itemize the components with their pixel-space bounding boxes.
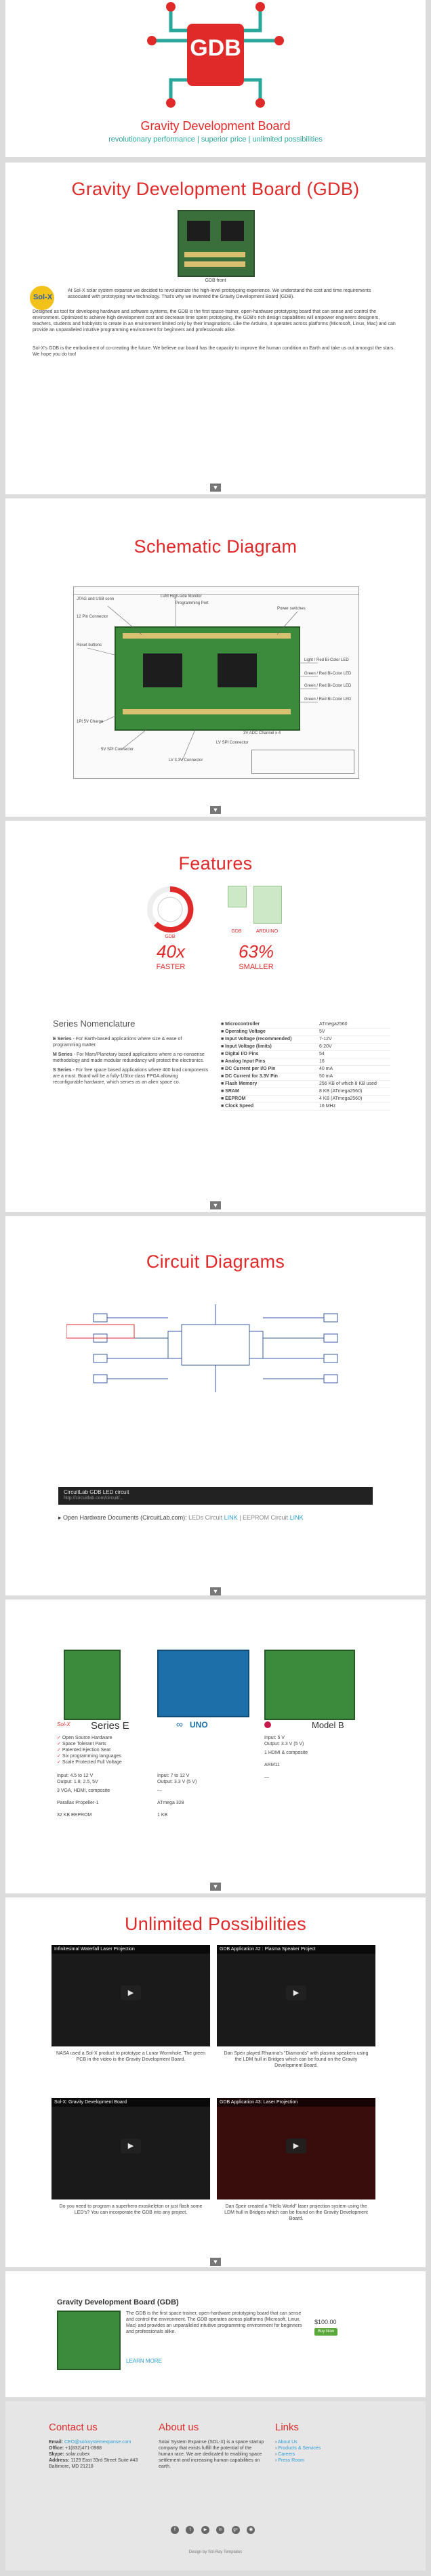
video-title[interactable]: GDB Application #2 : Plasma Speaker Project (217, 1945, 375, 1954)
play-icon[interactable]: ▶ (286, 2139, 306, 2153)
series-e-features (57, 1735, 145, 1765)
spec-value: 54 (319, 1052, 325, 1056)
code-bar (58, 1487, 373, 1505)
contact-line: Email: CEO@solxsystemexpanse.com (49, 2440, 131, 2445)
buy-button[interactable]: Buy Now (314, 2328, 337, 2336)
video-caption: Dan Speir played Rhianna's "Diamonds" with plasma speakers using the LDM hull in Bridges which can be found on the Gravity Development Board. (224, 2051, 369, 2068)
spec-key: ■ DC Current for 3.3V Pin (221, 1074, 278, 1079)
gdb-size-box (228, 886, 247, 907)
schematic-label: Green / Red Bi-Color LED (304, 697, 352, 702)
footer-link-item: › Products & Services (275, 2446, 321, 2451)
links-prefix: Open Hardware Documents (CircuitLab.com): (63, 1514, 187, 1521)
uno-card (157, 1650, 252, 1839)
links-heading: Links (275, 2422, 300, 2433)
product-title: Gravity Development Board (GDB) (57, 2298, 179, 2306)
schematic-heading: Schematic Diagram (134, 536, 297, 557)
google-plus-icon[interactable]: g+ (232, 2526, 240, 2534)
next-section-button[interactable]: ▼ (210, 1587, 221, 1595)
schematic-label: Green / Red Bi-Color LED (304, 672, 352, 676)
spec-value: ATmega2560 (319, 1022, 348, 1027)
eeprom-circuit-link[interactable]: LINK (289, 1514, 304, 1521)
spec-key: ■ DC Current per I/O Pin (221, 1067, 276, 1071)
schematic-label: Light / Red Bi-Color LED (304, 658, 349, 662)
spec-key: ■ Operating Voltage (221, 1029, 266, 1034)
schematic-drawing (73, 586, 359, 779)
stat-faster-label: FASTER (156, 963, 186, 971)
code-bar-title: CircuitLab GDB LED circuit (64, 1489, 129, 1495)
comparison-section (5, 1600, 426, 1893)
video-player[interactable] (52, 1945, 210, 2046)
spec-row: Input: 5 V Output: 3.3 V (5 V) (264, 1736, 304, 1746)
spec-key: ■ Flash Memory (221, 1081, 258, 1086)
schematic-label: 12 Pin Connector (77, 615, 108, 619)
spec-value: 6-20V (319, 1044, 332, 1049)
spec-value: 40 mA (319, 1067, 333, 1071)
play-icon[interactable]: ▶ (286, 1985, 306, 2000)
spec-value: 16 (319, 1059, 325, 1064)
video-player[interactable] (52, 2098, 210, 2199)
uno-title: UNO (190, 1720, 208, 1730)
next-section-button[interactable]: ▼ (210, 484, 221, 492)
about-text: Solar System Expanse (SOL-X) is a space startup company that exists fulfill the potential of the human race. We are dedicated to enabling space settlement and increasing human capabilities on earth. (159, 2440, 264, 2469)
footer-section (5, 2401, 426, 2571)
hardware-links: ▸ Open Hardware Documents (CircuitLab.com): LEDs Circuit LINK | EEPROM Circuit LINK (58, 1514, 304, 1521)
site-title: Gravity Development Board (140, 119, 291, 133)
contact-line: Skype: solar.cubex (49, 2452, 90, 2457)
intro-paragraph-3: Sol-X's GDB is the embodiment of co-creating the future. We believe our board has the capacity to improve the human condition on Earth and take us out amongst the stars. We hope you do too! (33, 346, 395, 357)
spec-key: ■ Input Voltage (recommended) (221, 1037, 292, 1042)
contact-heading: Contact us (49, 2422, 98, 2433)
product-price: $100.00 (314, 2319, 337, 2325)
stat-smaller-value: 63% (238, 941, 274, 962)
circuits-section (5, 1216, 426, 1595)
tagline: revolutionary performance | superior price | unlimited possibilities (108, 135, 323, 144)
spec-key: ■ EEPROM (221, 1096, 246, 1101)
intro-heading: Gravity Development Board (GDB) (71, 179, 360, 199)
product-description: The GDB is the first space-trainer, open-hardware prototyping board that can sense and control the environment. The GDB operates across platforms (Microsoft, Linux, Mac) and provides an unparalleled intuitive programming environment for beginners and professionals alike. (126, 2311, 302, 2334)
spec-key: ■ SRAM (221, 1089, 239, 1094)
next-section-button[interactable]: ▼ (210, 806, 221, 814)
schematic-label: JTAG and USB conn (77, 597, 115, 601)
spec-value: 8 KB (ATmega2560) (319, 1089, 363, 1094)
footer-link-item: › About Us (275, 2440, 297, 2445)
spec-row: 1 KB (157, 1813, 168, 1818)
spec-row: Input: 4.5 to 12 V Output: 1.8, 2.5, 5V (57, 1774, 98, 1784)
model-b-title: Model B (312, 1720, 344, 1730)
schematic-label: Reset buttons (77, 643, 102, 647)
spec-row: Parallax Propeller-1 (57, 1801, 99, 1805)
email-link[interactable]: CEO@solxsystemexpanse.com (64, 2440, 131, 2445)
feature-item: ✓ Patented Ejection Seat (57, 1748, 111, 1753)
schematic-label: Power switches (277, 607, 306, 611)
nomenclature-item: E Series - For Earth-based applications where size & ease of programming matter. (53, 1037, 182, 1048)
schematic-label: LV SPI Connector (216, 741, 249, 745)
gauge-label: GDB (165, 935, 176, 939)
video-title[interactable]: Infinitesimal Waterfall Laser Projection (52, 1945, 210, 1954)
chip-gdb-label: GDB (231, 929, 242, 934)
schematic-label: LV 3.3V Connector (169, 758, 203, 763)
next-section-button[interactable]: ▼ (210, 1883, 221, 1891)
schematic-section (5, 498, 426, 817)
tagline-item: unlimited possibilities (252, 135, 323, 144)
schematic-label: 3V ADC Channel x 4 (243, 731, 281, 735)
uno-rows (157, 1773, 252, 1824)
social-icons (171, 2522, 260, 2531)
spec-row: — (264, 1775, 269, 1780)
model-b-card (264, 1650, 366, 1839)
possibilities-heading: Unlimited Possibilities (125, 1914, 306, 1934)
product-section (5, 2271, 426, 2397)
intro-paragraph-1: At Sol-X solar system expanse we decided to revolutionize the high-level prototyping experience. We understand the cost and time requirements associated with prototyping new technology. That's why we invented the Gravity Development Board (GDB). (68, 288, 371, 299)
contact-line: Office: +1(832)471-0988 (49, 2446, 102, 2451)
chip-arduino-label: ARDUINO (255, 929, 279, 934)
circuits-heading: Circuit Diagrams (146, 1251, 285, 1272)
intro-section (5, 163, 426, 494)
learn-more-link[interactable]: LEARN MORE (126, 2358, 162, 2364)
play-icon[interactable]: ▶ (121, 2139, 141, 2153)
product-photo (57, 2311, 121, 2370)
spec-row: 1 HDMI & composite (264, 1751, 308, 1755)
circuit-diagram (66, 1297, 365, 1399)
spec-row (221, 1029, 390, 1036)
series-e-subtitle: Sol-X (57, 1721, 70, 1727)
video-card (217, 2098, 375, 2247)
spec-value: 4 KB (ATmega2560) (319, 1096, 363, 1101)
spec-row (221, 1051, 390, 1058)
arduino-logo-icon: ∞ (176, 1719, 183, 1730)
nomenclature-item: S Series - For free space based applications where 400 krad components are a must. Board will be a fully-1/3/xx-class FPGA allowing reconfigurable hardware, which serves as an alien space co. (53, 1068, 209, 1085)
schematic-label: 5V SPI Connector (101, 748, 134, 752)
contact-line: Baltimore, MD 21218 (49, 2464, 94, 2469)
contact-list (49, 2439, 150, 2470)
video-title[interactable]: GDB Application #3: Laser Projection (217, 2098, 375, 2107)
photo-caption: GDB front (205, 278, 226, 283)
raspberry-icon (264, 1721, 271, 1728)
spec-row (221, 1036, 390, 1044)
spec-value: 5V (319, 1029, 325, 1034)
video-title[interactable]: Sol-X: Gravity Development Board (52, 2098, 210, 2107)
spec-row (221, 1073, 390, 1081)
features-heading: Features (178, 853, 253, 874)
arduino-size-box (253, 886, 282, 924)
stat-smaller-label: SMALLER (239, 963, 274, 971)
video-card (52, 1945, 210, 2094)
nomenclature-title: Series Nomenclature (53, 1018, 136, 1029)
link2-label: EEPROM Circuit (243, 1514, 289, 1521)
video-card (217, 1945, 375, 2094)
spec-row: ATmega 328 (157, 1801, 184, 1805)
next-section-button[interactable]: ▼ (210, 1201, 221, 1209)
twitter-icon[interactable]: t (186, 2526, 194, 2534)
gdb-front-photo (178, 210, 255, 277)
linkedin-icon[interactable]: in (216, 2526, 224, 2534)
solx-logo: Sol-X (26, 284, 60, 312)
footer-links (275, 2439, 356, 2464)
feature-item: ✓ Space Tolerant Parts (57, 1742, 106, 1746)
spec-row: — (157, 1788, 162, 1793)
spec-value: 50 mA (319, 1074, 333, 1079)
footer-link-item: › Careers (275, 2452, 295, 2457)
intro-paragraph-2: Designed as tool for developing hardware and software systems, the GDB is the first space-trainer, open-hardware prototyping board that can sense and control the environment. Optimized to achieve high development cost and decrease time spent prototyping, the GDB's rich design capabilities will empower engineers designers, teachers, students and hobbyists to create in an environment limited only by their imaginations. Like the Arduino, it operates across platforms (Microsoft, Linux, Mac) and can provide an unparalleled intuitive programming environment for beginners and professionals alike. (33, 309, 396, 332)
schematic-label: Programming Port (176, 601, 209, 605)
series-e-card (57, 1650, 145, 1839)
spec-key: ■ Input Voltage (limits) (221, 1044, 272, 1049)
logo-text: GDB (190, 35, 241, 61)
stat-faster-value: 40x (157, 941, 185, 962)
spec-key: ■ Microcontroller (221, 1022, 260, 1027)
spec-row (221, 1088, 390, 1096)
feature-item: ✓ Open Source Hardware (57, 1736, 112, 1740)
video-caption: Do you need to program a superhero exoskeleton or just flash some LED's? You can incorporate the GDB into any project. (59, 2204, 203, 2215)
uno-photo (157, 1650, 249, 1717)
spec-value: 16 MHz (319, 1104, 336, 1109)
nomenclature-item: M Series - For Mars/Planetary based applications where a no-nonsense methodology and made modular redundancy will protect the electronics. (53, 1052, 205, 1063)
possibilities-section (5, 1897, 426, 2267)
video-card (52, 2098, 210, 2247)
spec-row: 3 VGA, HDMI, composite (57, 1788, 110, 1793)
spec-row (221, 1044, 390, 1051)
spec-row (221, 1058, 390, 1066)
play-icon[interactable]: ▶ (121, 1985, 141, 2000)
series-e-rows (57, 1773, 145, 1824)
features-section (5, 821, 426, 1212)
video-grid (52, 1945, 377, 2256)
schematic-label: LVM High-side Monitor (161, 595, 202, 599)
video-player[interactable] (217, 1945, 375, 2046)
schematic-label: Green / Red Bi-Color LED (304, 684, 352, 688)
spec-row (221, 1021, 390, 1029)
video-caption: Dan Speir created a "Hello World" laser projection system using the LDM hull in Bridges which can be found on the Gravity Development Board. (224, 2204, 368, 2221)
spec-key: ■ Digital I/O Pins (221, 1052, 259, 1056)
video-player[interactable] (217, 2098, 375, 2199)
footer-link-item: › Press Room (275, 2458, 304, 2463)
link1-label: LEDs Circuit (188, 1514, 223, 1521)
video-caption: NASA used a Sol-X product to prototype a Lunar Wormhole. The green PCB in the video is the Gravity Development Board. (56, 2051, 205, 2062)
next-section-button[interactable]: ▼ (210, 2258, 221, 2266)
spec-table (221, 1021, 390, 1111)
tagline-item: superior price (201, 135, 247, 144)
tagline-item: revolutionary performance (108, 135, 195, 144)
spec-row: ARM11 (264, 1763, 280, 1767)
speed-gauge (146, 886, 194, 933)
model-b-photo (264, 1650, 355, 1720)
youtube-icon[interactable]: ▶ (201, 2526, 209, 2534)
spec-row: 32 KB EEPROM (57, 1813, 92, 1818)
nomenclature-list (53, 1036, 209, 1086)
about-heading: About us (159, 2422, 199, 2433)
leds-circuit-link[interactable]: LINK (224, 1514, 238, 1521)
series-e-photo (64, 1650, 121, 1720)
spec-value: 256 KB of which 8 KB used (319, 1081, 377, 1086)
spec-value: 7-12V (319, 1037, 332, 1042)
feature-item: ✓ Six programming languages (57, 1754, 121, 1759)
facebook-icon[interactable]: f (171, 2526, 179, 2534)
spec-row (221, 1103, 390, 1111)
credit-text: Design by Sol-Ray Templates (188, 2550, 243, 2554)
spec-row (221, 1066, 390, 1073)
series-e-title: Series E (91, 1720, 129, 1732)
schematic-label: 1Pt 5V Charge (77, 720, 104, 724)
contact-line: Address: 1129 East 33rd Street Suite #43 (49, 2458, 138, 2463)
spec-row (221, 1096, 390, 1103)
feature-item: ✓ Scale Protected Full Voltage (57, 1760, 122, 1765)
spec-key: ■ Analog Input Pins (221, 1059, 266, 1064)
spec-row (221, 1081, 390, 1088)
code-bar-subtitle: http://circuitlab.com/circuit/... (64, 1496, 124, 1501)
header-section (5, 0, 426, 157)
spec-key: ■ Clock Speed (221, 1104, 254, 1109)
model-b-rows (264, 1735, 366, 1786)
bullet: ▸ (58, 1514, 64, 1521)
spec-row: Input: 7 to 12 V Output: 3.3 V (5 V) (157, 1774, 197, 1784)
rss-icon[interactable]: ◉ (247, 2526, 255, 2534)
